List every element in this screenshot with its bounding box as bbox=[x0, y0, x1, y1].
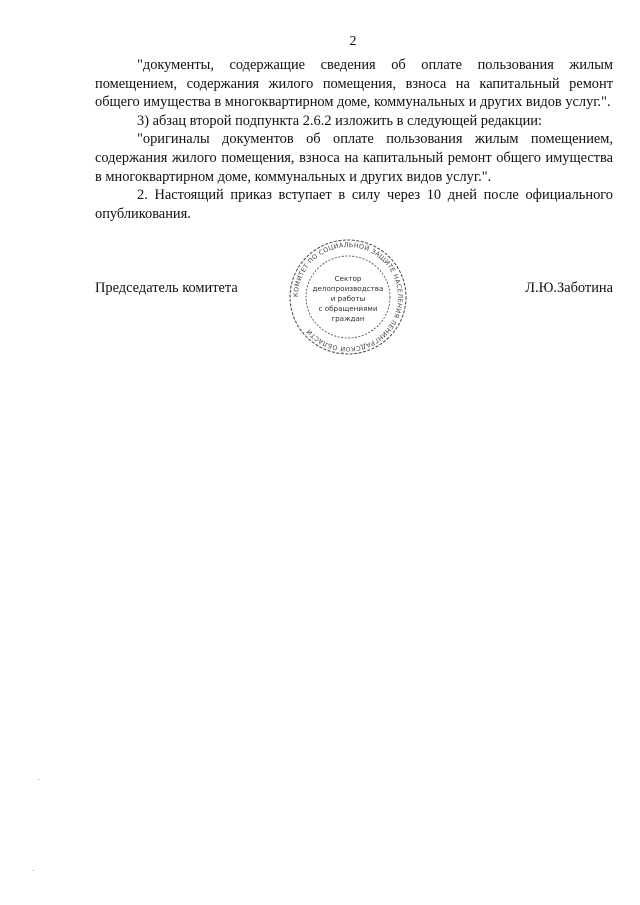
paragraph-subpoint-3: 3) абзац второй подпункта 2.6.2 изложить в следующей редакции: bbox=[137, 112, 543, 129]
stamp-seal bbox=[287, 236, 409, 358]
signature-title: Председатель комитета bbox=[95, 280, 238, 296]
scan-speck bbox=[33, 870, 34, 871]
stamp-ring-text: КОМИТЕТ ПО СОЦИАЛЬНОЙ ЗАЩИТЕ НАСЕЛЕНИЯ ЛЕНИНГРАДСКОЙ ОБЛАСТИ bbox=[291, 240, 405, 354]
stamp-line-2: делопроизводства bbox=[312, 284, 384, 293]
paragraph-effective-date: 2. Настоящий приказ вступает в силу через 10 дней после официального опубликования. bbox=[95, 187, 613, 222]
stamp-line-3: и работы bbox=[330, 294, 366, 303]
stamp-line-5: граждан bbox=[331, 314, 365, 323]
stamp-line-4: с обращениями bbox=[318, 304, 378, 313]
signature-name: Л.Ю.Заботина bbox=[525, 280, 613, 296]
stamp-inner-text bbox=[313, 274, 384, 323]
paragraph-documents-list: "документы, содержащие сведения об оплате пользования жилым помещением, содержания жилого помещения, взноса на капитальный ремонт общего имущества в многоквартирном доме, коммунальных и других видов услуг.". bbox=[95, 57, 613, 111]
scan-speck bbox=[38, 779, 39, 780]
official-stamp bbox=[287, 236, 409, 358]
paragraph-originals: "оригиналы документов об оплате пользования жилым помещением, содержания жилого помещения, взноса на капитальный ремонт общего имущества в многоквартирном доме, коммунальных и других видов услуг.". bbox=[95, 131, 613, 185]
stamp-line-1: Сектор bbox=[334, 274, 362, 283]
document-body bbox=[95, 56, 613, 223]
page-number: 2 bbox=[349, 34, 357, 49]
